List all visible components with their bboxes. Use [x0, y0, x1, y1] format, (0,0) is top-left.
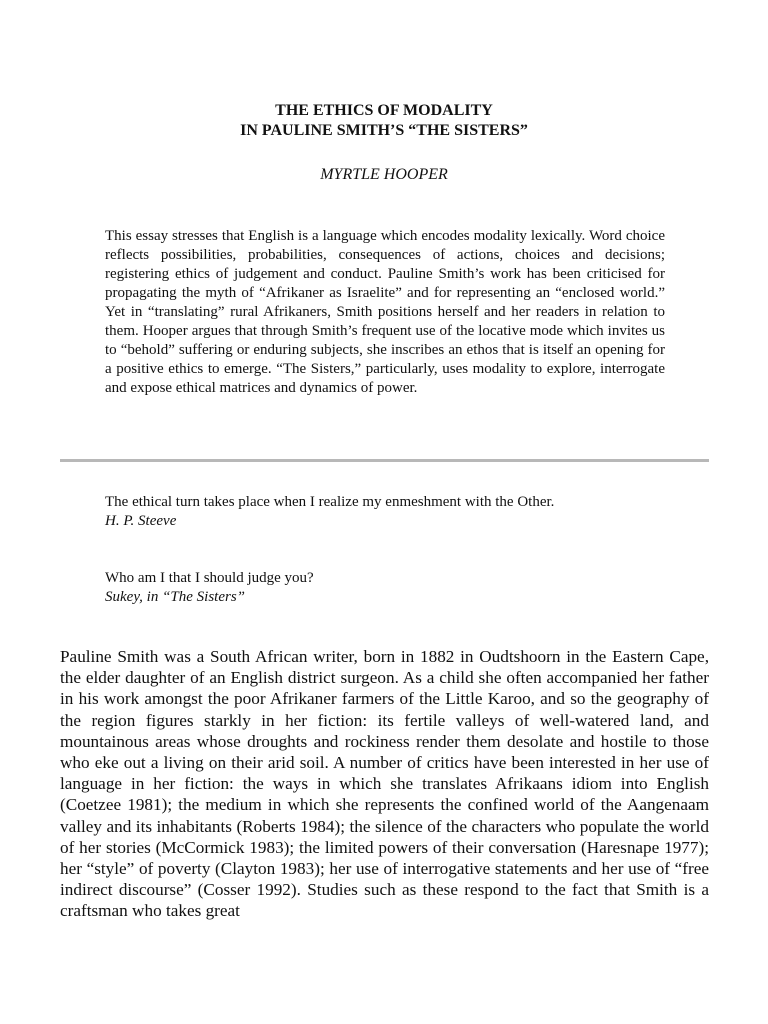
epigraph-quote: Who am I that I should judge you? [105, 570, 314, 586]
abstract: This essay stresses that English is a language which encodes modality lexically. Word choice reflects possibilities, probabilities, consequences of actions, choices and decisions; registering ethics of judgement and conduct. Pauline Smith’s work has been criticised for propagating the myth of “Afrikaner as Israelite” and for representing an “enclosed world.” Yet in “translating” rural Afrikaners, Smith positions herself and her readers in relation to them. Hooper argues that through Smith’s frequent use of the locative mode which invites us to “behold” suffering or enduring subjects, she inscribes an ethos that is itself an opening for a positive ethics to emerge. “The Sisters,” particularly, uses modality to explore, interrogate and expose ethical matrices and dynamics of power. [105, 228, 665, 396]
author-name: MYRTLE HOOPER [320, 166, 448, 183]
body-paragraph: Pauline Smith was a South African writer, born in 1882 in Oudtshoorn in the Eastern Cape, the elder daughter of an English district surgeon. As a child she often accompanied her father in his work amongst the poor Afrikaner farmers of the Little Karoo, and so the geography of the region figures starkly in her fiction: its fertile valleys of well-watered land, and mountainous areas whose droughts and rockiness render them desolate and hostile to those who eke out a living on their arid soil. A number of critics have been interested in her use of language in her fiction: the ways in which she translates Afrikaans idiom into English (Coetzee 1981); the medium in which she represents the confined world of the Aangenaam valley and its inhabitants (Roberts 1984); the silence of the characters who populate the world of her stories (McCormick 1983); the limited powers of their conversation (Haresnape 1977); her “style” of poverty (Clayton 1983); her use of interrogative statements and her use of “free indirect discourse” (Cosser 1992). Studies such as these respond to the fact that Smith is a craftsman who takes great [60, 647, 709, 921]
epigraph [105, 569, 665, 607]
epigraph [105, 493, 665, 531]
title-line-1: THE ETHICS OF MODALITY [275, 102, 493, 119]
epigraph-source: Sukey, in “The Sisters” [105, 589, 246, 605]
title-line-2: IN PAULINE SMITH’S “THE SISTERS” [240, 122, 528, 139]
article-title [0, 101, 768, 141]
epigraph-quote: The ethical turn takes place when I realize my enmeshment with the Other. [105, 494, 555, 510]
epigraph-source: H. P. Steeve [105, 513, 177, 529]
section-divider [60, 459, 709, 462]
